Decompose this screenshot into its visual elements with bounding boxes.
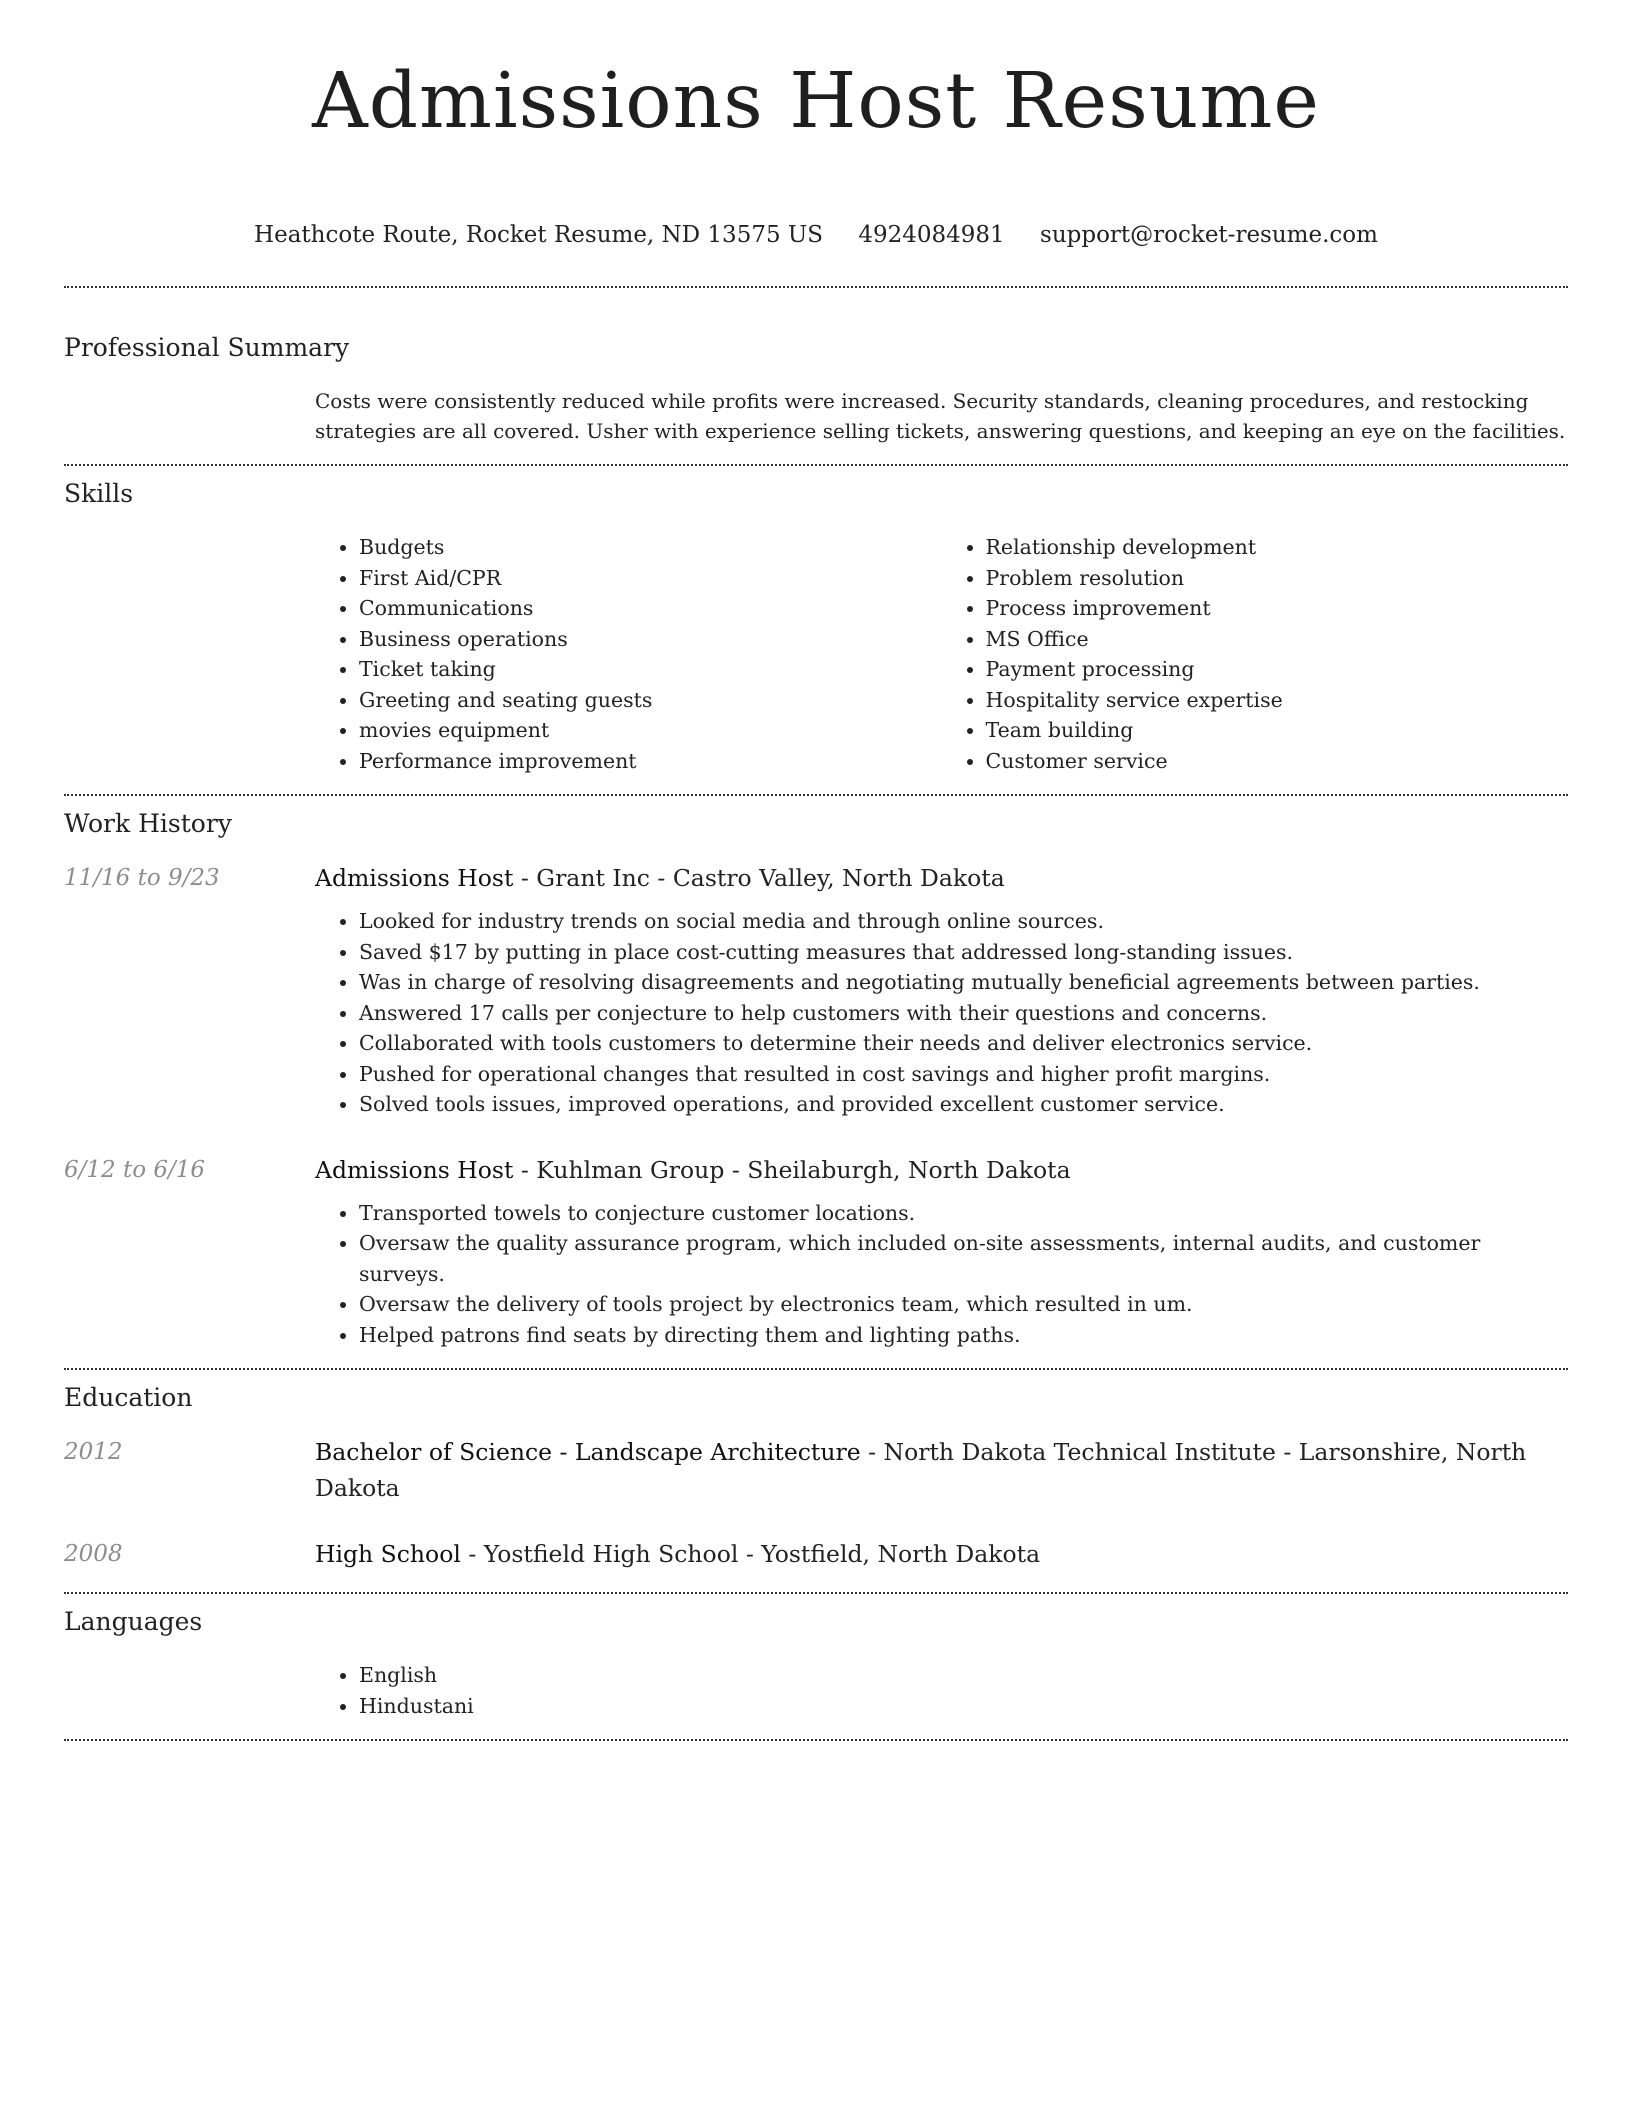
divider <box>64 1368 1568 1370</box>
skill-item: • Customer service <box>986 746 1569 777</box>
job-bullet: • Helped patrons find seats by directing them and lighting paths. <box>359 1320 1568 1351</box>
education-degree: High School <box>315 1540 461 1568</box>
contact-phone: 4924084981 <box>858 222 1005 248</box>
education-entry <box>64 1434 1568 1506</box>
skill-item: • movies equipment <box>359 715 942 746</box>
divider <box>64 286 1568 288</box>
education-heading <box>315 1536 1568 1572</box>
job-entry <box>64 860 1568 1120</box>
job-role: Admissions Host <box>315 1155 514 1184</box>
contact-line <box>0 220 1632 250</box>
job-bullet: • Was in charge of resolving disagreements and negotiating mutually beneficial agreements between parties. <box>359 967 1568 998</box>
skill-item: • Communications <box>359 593 942 624</box>
education-degree: Bachelor of Science - Landscape Architecture <box>315 1438 861 1466</box>
job-company-location: - Grant Inc - Castro Valley, North Dakota <box>513 864 1005 892</box>
skill-item: • First Aid/CPR <box>359 563 942 594</box>
job-bullet: • Pushed for operational changes that resulted in cost savings and higher profit margins. <box>359 1059 1568 1090</box>
language-item: • Hindustani <box>359 1691 1568 1722</box>
education-year: 2012 <box>64 1439 123 1465</box>
education-section <box>64 1382 1568 1572</box>
summary-section <box>64 332 1568 446</box>
job-bullet: • Oversaw the delivery of tools project by electronics team, which resulted in um. <box>359 1289 1568 1320</box>
skill-item: • Performance improvement <box>359 746 942 777</box>
job-bullet: • Collaborated with tools customers to determine their needs and deliver electronics service. <box>359 1028 1568 1059</box>
skill-item: • Process improvement <box>986 593 1569 624</box>
job-bullet: • Answered 17 calls per conjecture to help customers with their questions and concerns. <box>359 998 1568 1029</box>
skills-list-right <box>942 532 1569 776</box>
job-heading <box>315 860 1568 896</box>
skill-item: • Budgets <box>359 532 942 563</box>
section-title-work: Work History <box>64 809 232 838</box>
job-bullets <box>315 906 1568 1120</box>
section-title-summary: Professional Summary <box>64 333 350 362</box>
skills-section <box>64 478 1568 776</box>
skill-item: • Greeting and seating guests <box>359 685 942 716</box>
skill-item: • MS Office <box>986 624 1569 655</box>
language-item: • English <box>359 1660 1568 1691</box>
education-entry <box>64 1536 1568 1572</box>
job-bullet: • Looked for industry trends on social media and through online sources. <box>359 906 1568 937</box>
job-dates: 11/16 to 9/23 <box>64 865 220 891</box>
skill-item: • Ticket taking <box>359 654 942 685</box>
skill-item: • Problem resolution <box>986 563 1569 594</box>
education-school: - Yostfield High School - Yostfield, North Dakota <box>460 1540 1041 1568</box>
languages-section <box>64 1606 1568 1721</box>
skill-item: • Relationship development <box>986 532 1569 563</box>
job-bullet: • Oversaw the quality assurance program, which included on-site assessments, internal audits, and customer surveys. <box>359 1228 1568 1289</box>
languages-list <box>315 1660 1568 1721</box>
divider <box>64 794 1568 796</box>
education-heading <box>315 1434 1568 1506</box>
job-heading <box>315 1152 1568 1188</box>
contact-email: support@rocket-resume.com <box>1040 222 1378 248</box>
job-bullet: • Transported towels to conjecture customer locations. <box>359 1198 1568 1229</box>
skill-item: • Payment processing <box>986 654 1569 685</box>
resume-title: Admissions Host Resume <box>312 57 1320 146</box>
job-bullets <box>315 1198 1568 1351</box>
skill-item: • Business operations <box>359 624 942 655</box>
section-title-languages: Languages <box>64 1607 203 1636</box>
job-dates: 6/12 to 6/16 <box>64 1156 206 1183</box>
education-school: - North Dakota Technical Institute - Larsonshire, North Dakota <box>315 1438 1527 1502</box>
education-year: 2008 <box>64 1541 123 1567</box>
skill-item: • Hospitality service expertise <box>986 685 1569 716</box>
divider <box>64 464 1568 466</box>
skill-item: • Team building <box>986 715 1569 746</box>
section-title-skills: Skills <box>64 479 134 508</box>
contact-address: Heathcote Route, Rocket Resume, ND 13575 US <box>254 222 824 248</box>
summary-text: Costs were consistently reduced while profits were increased. Security standards, cleaning procedures, and restocking strategies are all covered. Usher with experience selling tickets, answering questions, and keeping an eye on the facilities. <box>315 389 1566 443</box>
divider <box>64 1739 1568 1741</box>
work-section <box>64 808 1568 1350</box>
job-entry <box>64 1152 1568 1351</box>
job-bullet: • Saved $17 by putting in place cost-cutting measures that addressed long-standing issues. <box>359 937 1568 968</box>
job-role: Admissions Host <box>315 864 514 892</box>
job-bullet: • Solved tools issues, improved operations, and provided excellent customer service. <box>359 1089 1568 1120</box>
divider <box>64 1592 1568 1594</box>
section-title-education: Education <box>64 1383 193 1412</box>
skills-list-left <box>315 532 942 776</box>
job-company-location: - Kuhlman Group - Sheilaburgh, North Dakota <box>513 1155 1071 1184</box>
